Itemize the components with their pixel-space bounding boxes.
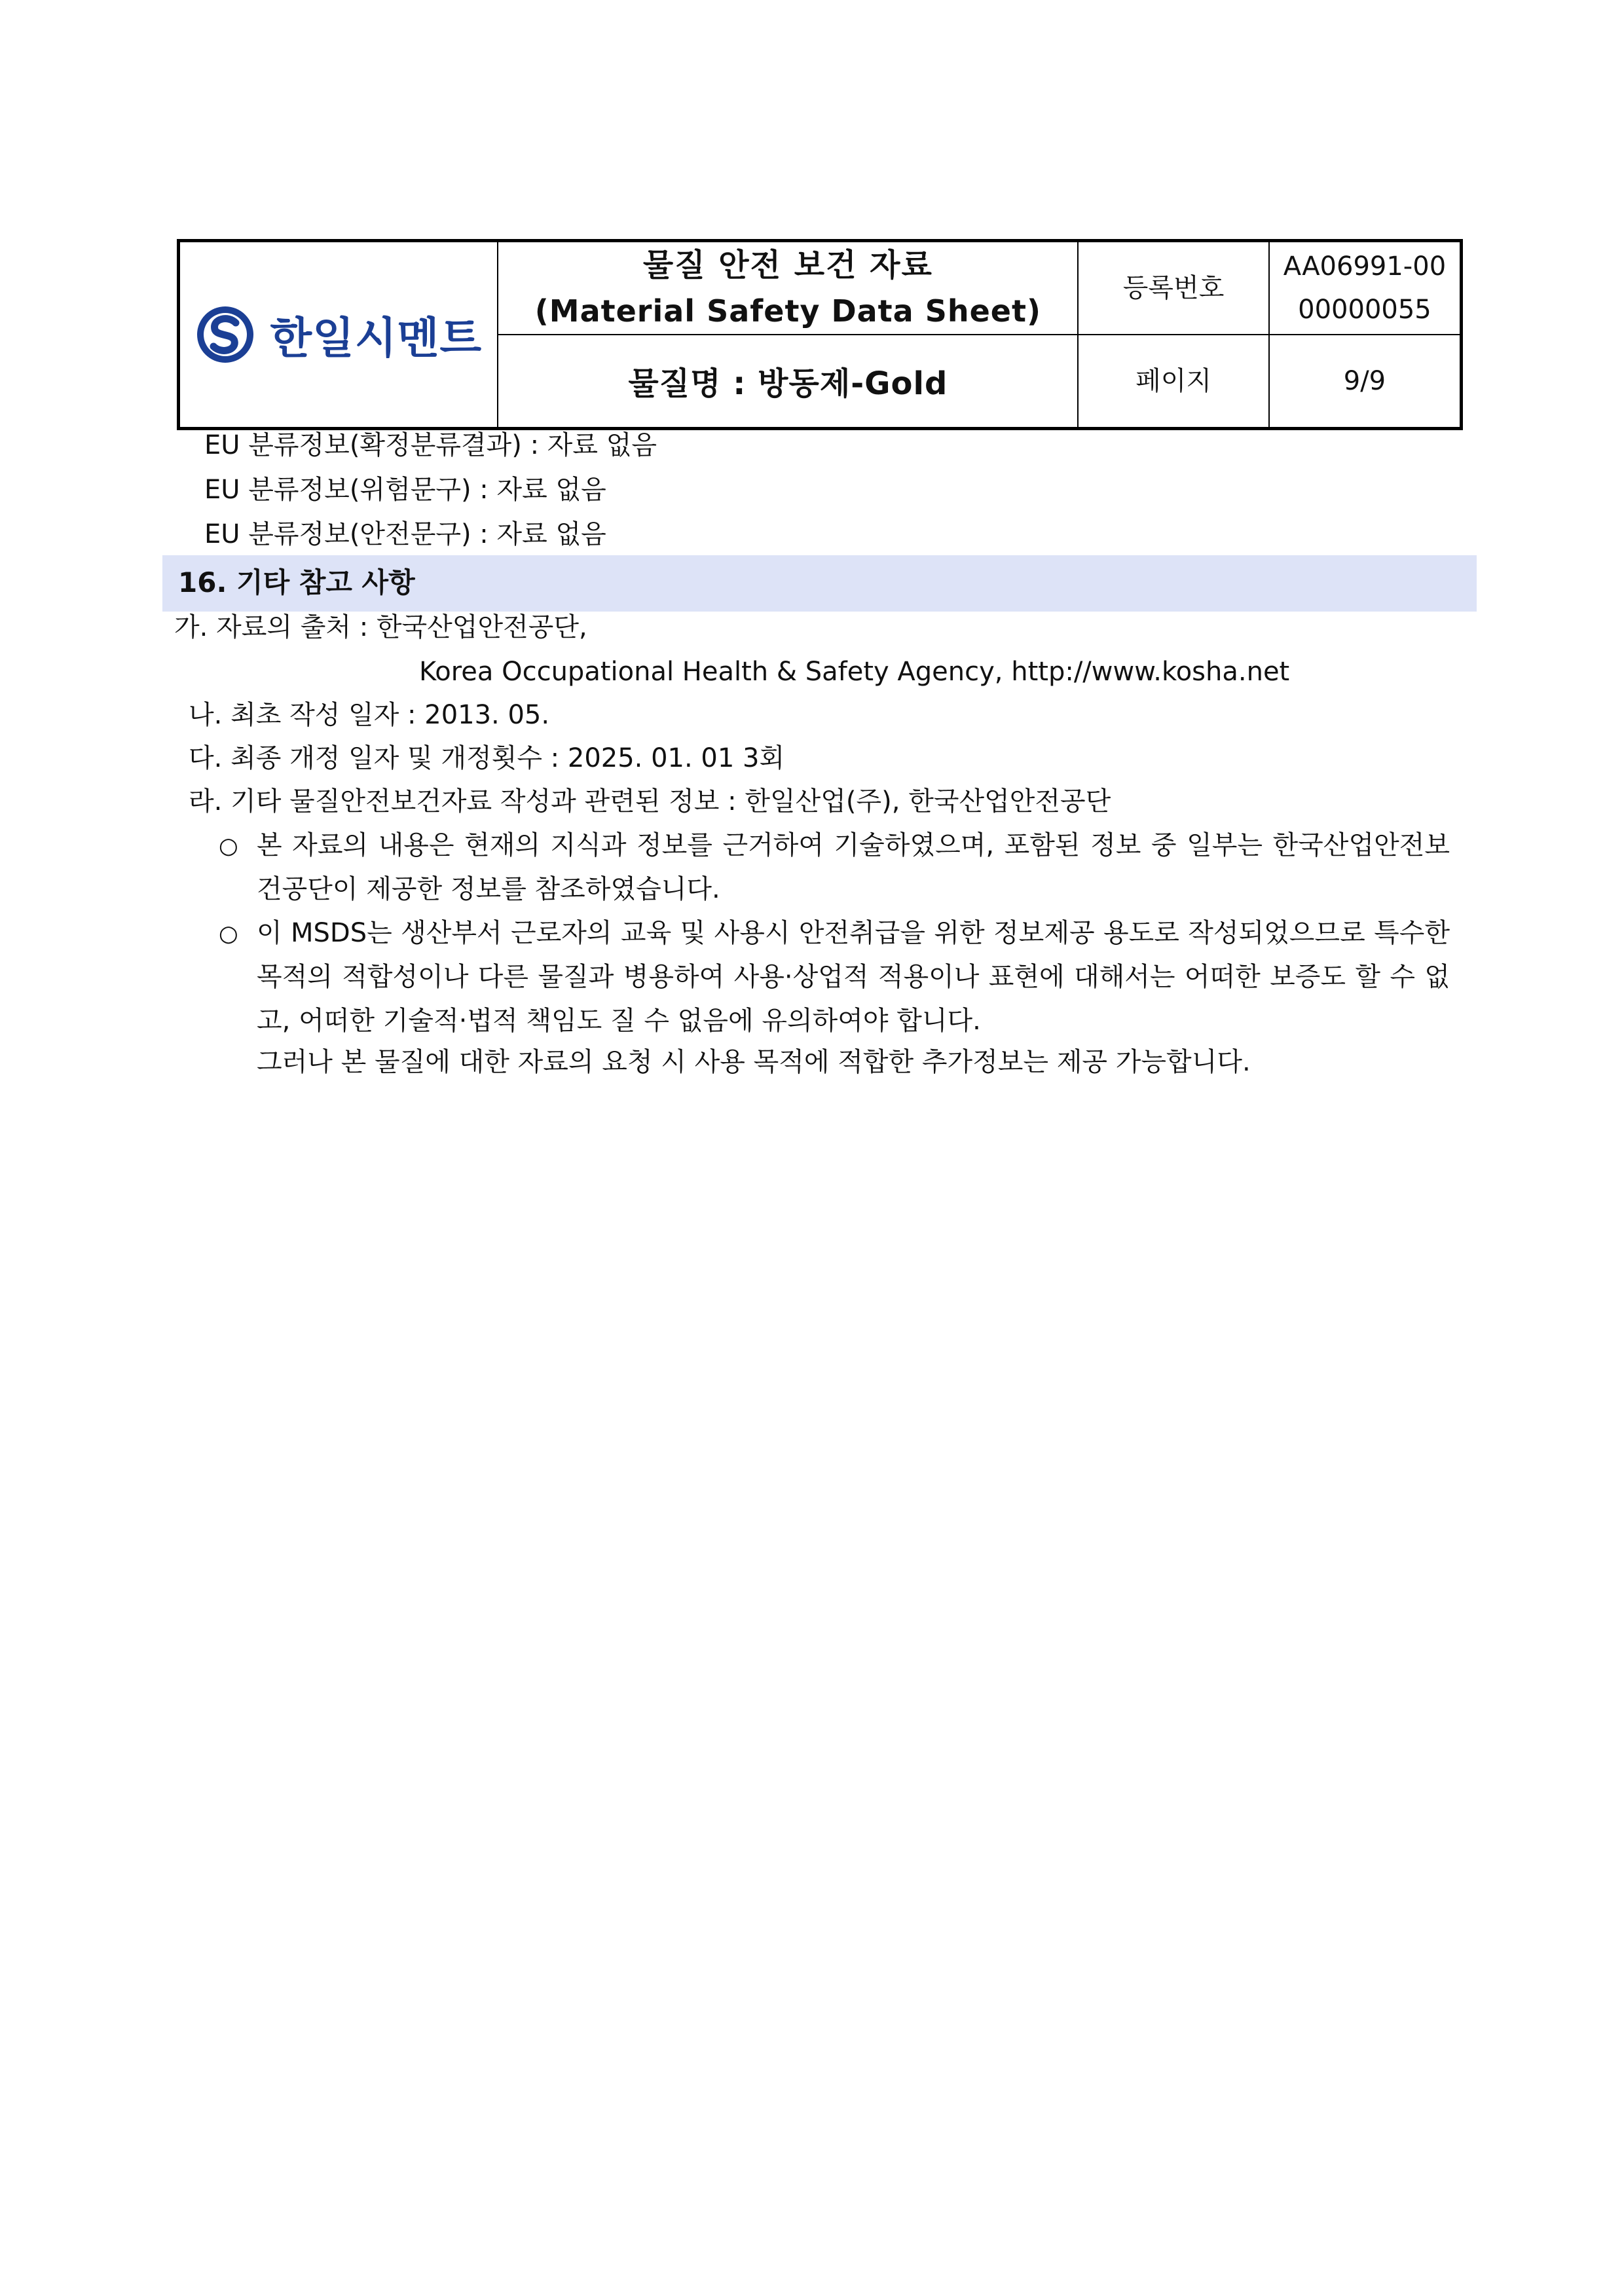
page-number-cell <box>1269 335 1462 428</box>
item-ga-source: 가. 자료의 출처 : 한국산업안전공단, <box>174 612 587 642</box>
item-ga-source-continued: Korea Occupational Health & Safety Agency, http://www.kosha.net <box>419 657 1290 687</box>
item-na-first-date: 나. 최초 작성 일자 : 2013. 05. <box>189 700 550 730</box>
item-ra-other-info: 라. 기타 물질안전보건자료 작성과 관련된 정보 : 한일산업(주), 한국산업안전공단 <box>189 786 1111 817</box>
company-name: 한일시멘트 <box>270 313 483 364</box>
closing-note: 그러나 본 물질에 대한 자료의 요청 시 사용 목적에 적합한 추가정보는 제공 가능합니다. <box>257 1047 1251 1077</box>
page-label-cell <box>1078 335 1269 428</box>
msds-header-table <box>177 239 1463 430</box>
registration-number-line1: AA06991-00 <box>1283 251 1447 282</box>
company-logo-icon <box>195 304 255 365</box>
section-title: 16. 기타 참고 사항 <box>178 566 415 598</box>
eu-classification-result: EU 분류정보(확정분류결과) : 자료 없음 <box>204 430 657 460</box>
registration-number-cell <box>1269 241 1462 335</box>
bullet-circle-icon: ○ <box>219 921 238 947</box>
registration-label: 등록번호 <box>1122 273 1225 303</box>
note-paragraph-2: 이 MSDS는 생산부서 근로자의 교육 및 사용시 안전취급을 위한 정보제공 용도로 작성되었으므로 특수한 목적의 적합성이나 다른 물질과 병용하여 사용·상업적 적용이나 표현에 대해서는 어떠한 보증도 할 수 없고, 어떠한 기술적·법적 책임도 질 수 없음에 유의하여야 합니다. <box>257 918 1450 1036</box>
document-title-ko: 물질 안전 보건 자료 <box>642 247 933 284</box>
bullet-circle-icon: ○ <box>219 833 238 859</box>
document-title-en: (Material Safety Data Sheet) <box>534 293 1041 329</box>
document-title-cell <box>498 241 1078 335</box>
product-name-cell <box>498 335 1078 428</box>
product-name: 물질명 : 방동제-Gold <box>628 365 948 403</box>
registration-label-cell <box>1078 241 1269 335</box>
page-label: 페이지 <box>1135 365 1212 396</box>
note-paragraph-1: 본 자료의 내용은 현재의 지식과 정보를 근거하여 기술하였으며, 포함된 정보 중 일부는 한국산업안전보건공단이 제공한 정보를 참조하였습니다. <box>257 830 1450 904</box>
eu-hazard-phrases: EU 분류정보(위험문구) : 자료 없음 <box>204 475 606 505</box>
company-logo <box>180 303 497 365</box>
eu-safety-phrases: EU 분류정보(안전문구) : 자료 없음 <box>204 519 606 549</box>
item-da-revision: 다. 최종 개정 일자 및 개정횟수 : 2025. 01. 01 3회 <box>189 743 785 773</box>
registration-number-line2: 00000055 <box>1298 295 1431 325</box>
page-number: 9/9 <box>1343 365 1386 396</box>
company-logo-cell <box>179 241 498 429</box>
